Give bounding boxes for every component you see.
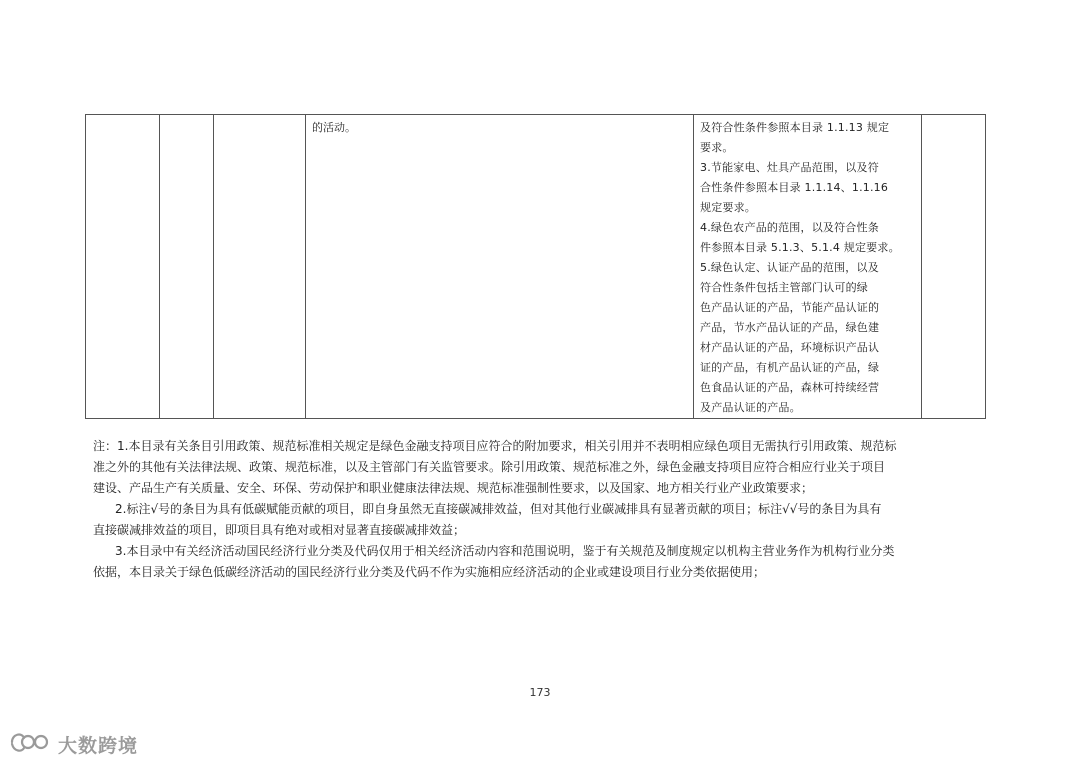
brand-logo-icon	[8, 728, 52, 760]
note-3	[93, 541, 993, 583]
catalog-table	[85, 114, 986, 419]
requirement-line: 规定要求。	[700, 201, 756, 214]
table-row	[86, 115, 986, 419]
table-cell-requirements	[694, 115, 922, 419]
requirement-line: 5.绿色认定、认证产品的范围，以及	[700, 261, 879, 274]
requirement-line: 符合性条件包括主管部门认可的绿	[700, 281, 868, 294]
note-1	[93, 436, 993, 499]
page-number: 173	[529, 686, 551, 699]
watermark-text: 大数跨境	[58, 734, 139, 757]
table-cell-activity-description	[306, 115, 694, 419]
note-2	[93, 499, 993, 541]
note-line: 直接碳减排效益的项目，即项目具有绝对或相对显著直接碳减排效益；	[93, 523, 466, 537]
requirement-line: 要求。	[700, 141, 734, 154]
note-line: 注：1.本目录有关条目引用政策、规范标准相关规定是绿色金融支持项目应符合的附加要求，相关引用并不表明相应绿色项目无需执行引用政策、规范标	[93, 439, 897, 453]
requirement-line: 色食品认证的产品，森林可持续经营	[700, 381, 880, 394]
requirement-line: 材产品认证的产品，环境标识产品认	[700, 341, 880, 354]
requirement-line: 合性条件参照本目录 1.1.14、1.1.16	[700, 181, 889, 194]
requirements-text	[694, 115, 921, 418]
note-line: 建设、产品生产有关质量、安全、环保、劳动保护和职业健康法律法规、规范标准强制性要求，以及国家、地方相关行业产业政策要求；	[93, 481, 814, 495]
requirement-line: 件参照本目录 5.1.3、5.1.4 规定要求。	[700, 241, 900, 254]
requirement-line: 4.绿色农产品的范围，以及符合性条	[700, 221, 879, 234]
requirement-line: 3.节能家电、灶具产品范围，以及符	[700, 161, 879, 174]
table-cell-code	[86, 115, 160, 419]
requirement-line: 及产品认证的产品。	[700, 401, 801, 414]
requirement-line: 证的产品，有机产品认证的产品，绿	[700, 361, 880, 374]
note-line: 依据，本目录关于绿色低碳经济活动的国民经济行业分类及代码不作为实施相应经济活动的企业或建设项目行业分类依据使用；	[93, 565, 766, 579]
note-line: 2.标注√号的条目为具有低碳赋能贡献的项目，即自身虽然无直接碳减排效益，但对其他行业碳减排具有显著贡献的项目；标注√√号的条目为具有	[115, 502, 882, 516]
table-cell-activity-name	[214, 115, 306, 419]
watermark	[8, 728, 138, 760]
footnotes	[93, 436, 993, 583]
note-line: 3.本目录中有关经济活动国民经济行业分类及代码仅用于相关经济活动内容和范围说明，鉴于有关规范及制度规定以机构主营业务作为机构行业分类	[115, 544, 895, 558]
requirement-line: 及符合性条件参照本目录 1.1.13 规定	[700, 121, 890, 134]
table-cell-level-mark	[160, 115, 214, 419]
requirement-line: 色产品认证的产品，节能产品认证的	[700, 301, 880, 314]
activity-text: 的活动。	[312, 121, 356, 134]
note-line: 准之外的其他有关法律法规、政策、规范标准，以及主管部门有关监管要求。除引用政策、规范标准之外，绿色金融支持项目应符合相应行业关于项目	[93, 460, 886, 474]
requirement-line: 产品，节水产品认证的产品，绿色建	[700, 321, 880, 334]
table-cell-remarks	[922, 115, 986, 419]
